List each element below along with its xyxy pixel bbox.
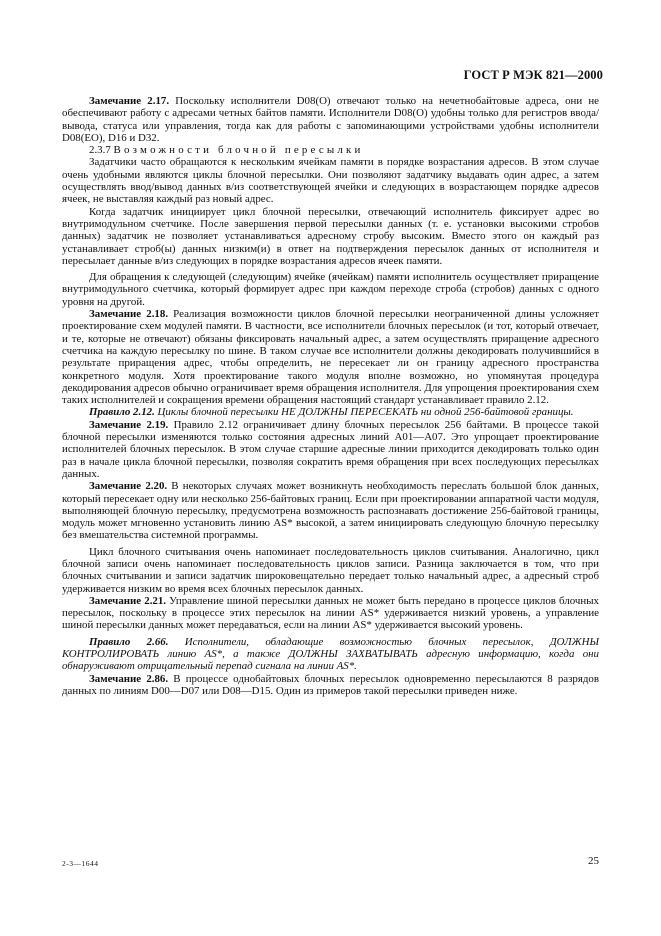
note-2-17 bbox=[62, 95, 599, 144]
rule-lead: Правило 2.66. bbox=[89, 635, 169, 648]
document-header-title: ГОСТ Р МЭК 821—2000 bbox=[463, 68, 603, 82]
section-number: 2.3.7 bbox=[89, 144, 111, 157]
page-number: 25 bbox=[588, 855, 599, 867]
note-lead: Замечание 2.19. bbox=[89, 418, 169, 431]
rule-2-66 bbox=[62, 636, 599, 673]
note-2-86 bbox=[62, 673, 599, 698]
paragraph-text: Управление шиной пересылки данных не может быть передано в процессе циклов блочных пересылок, поскольку в процессе этих пересылок на линии AS* удерживается низкий уровень, а управление шиной пересылки данных может передаваться, если на линии AS* удерживается высокий уровень. bbox=[62, 594, 599, 632]
document-body bbox=[62, 95, 599, 697]
paragraph-text: Поскольку исполнители D08(О) отвечают только на нечетнобайтовые адреса, они не обеспечивают работу с адресами четных байтов памяти. Исполнители D08(О) удобны только для регистров ввода/вывода, статуса или управления, тогда как для работы с запоминающими устройствами удобны исполнители D08(EO), D16 и D32. bbox=[62, 95, 599, 144]
note-2-18 bbox=[62, 308, 599, 406]
section-title: Возможности блочной пересылки bbox=[113, 144, 364, 157]
rule-2-12 bbox=[62, 406, 599, 418]
note-lead: Замечание 2.86. bbox=[89, 672, 169, 685]
section-heading-2-3-7 bbox=[62, 144, 599, 156]
note-lead: Замечание 2.18. bbox=[89, 308, 169, 321]
paragraph-text: Правило 2.12 ограничивает длину блочных пересылок 256 байтами. В процессе такой блочной пересылки изменяются только состояния адресных линий А01—А07. Это упрощает проектирование исполнителей блочных пересылок. В этом случае старшие адресные линии приходится декодировать только один раз в начале цикла блочной пересылки, позволяя сократить время обращения при всех последующих пересылках данных. bbox=[62, 418, 600, 480]
note-lead: Замечание 2.20. bbox=[89, 480, 168, 493]
note-2-19 bbox=[62, 419, 599, 480]
rule-lead: Правило 2.12. bbox=[89, 406, 155, 419]
paragraph-text: Реализация возможности циклов блочной пересылки неограниченной длины усложняет проектирование схем модулей памяти. В частности, все исполнители блочных пересылок (и тот, который отвечает, и те, которые не отвечают) обязаны фиксировать начальный адрес, а затем осуществлять приращение адресного счетчика на каждую пересылку по шине. В таком случае все исполнители должны декодировать получившийся в результате приращения адрес, чтобы определить, не пересекает ли он границу адресного пространства конкретного модуля. Хотя проектирование такого модуля вполне возможно, но упомянутая процедура декодирования адресов обычно ограничивает время обращения исполнителя. Для упрощения проектирования схем таких исполнителей и сокращения времени обращения настоящий стандарт устанавливает правило 2.12. bbox=[62, 308, 600, 407]
note-lead: Замечание 2.17. bbox=[89, 95, 170, 107]
rule-text: Циклы блочной пересылки НЕ ДОЛЖНЫ ПЕРЕСЕКАТЬ ни одной 256-байтовой границы. bbox=[154, 406, 574, 419]
paragraph-text: В некоторых случаях может возникнуть необходимость переслать большой блок данных, который пересекает одну или несколько 256-байтовых границ. Если при проектировании аппаратной части модуля, выполняющей блочную пересылку, предусмотрена возможность распознавать достижение 256-байтовой границы, модуль может мгновенно установить линию AS* высокой, а затем инициировать следующую блочную пересылку без вмешательства системной программы. bbox=[62, 480, 599, 542]
print-code: 2-3—1644 bbox=[62, 859, 99, 868]
paragraph-block-transfer-cycle: Когда задатчик инициирует цикл блочной пересылки, отвечающий исполнитель фиксирует адрес во внутримодульном счетчике. После завершения первой пересылки данных (т. е. установки высокими стробов данных) задатчик не позволяет устанавливаться адресному стробу высоким. Вместо этого он каждый раз устанавливает строб(ы) данных низким(и) в ответ на подтверждения пересылок данных от исполнителя и пересылает данные в/из следующих в порядке возрастания адресов ячеек памяти. bbox=[62, 205, 599, 267]
note-2-20 bbox=[62, 480, 599, 541]
paragraph-block-read-write: Цикл блочного считывания очень напоминает последовательность циклов считывания. Аналогично, цикл блочной записи очень напоминает последовательность циклов записи. Разница заключается в том, что при блочных считывании и записи задатчик широковещательно передает только начальный адрес, а адресный строб удерживается низким во время всех блочных пересылок данных. bbox=[62, 545, 599, 595]
rule-text: Исполнители, обладающие возможностью блочных пересылок, ДОЛЖНЫ КОНТРОЛИРОВАТЬ линию AS*, а также ДОЛЖНЫ ЗАХВАТЫВАТЬ адресную информацию, когда они обнаруживают отрицательный перепад сигнала на линии AS*. bbox=[62, 635, 599, 673]
paragraph-text: В процессе однобайтовых блочных пересылок одновременно пересылаются 8 разрядов данных по линиям D00—D07 или D08—D15. Один из примеров такой пересылки приведен ниже. bbox=[62, 672, 599, 697]
paragraph-block-transfer-intro: Задатчики часто обращаются к нескольким ячейкам памяти в порядке возрастания адресов. В этом случае очень удобными являются циклы блочной пересылки. Они позволяют задатчику выдавать один адрес, а затем осуществлять ввод/вывод данных в/из соответствующей ячейки и следующих в возрастающем порядке адресов ячеек, не выставляя каждый раз новый адрес. bbox=[62, 156, 599, 206]
note-2-21 bbox=[62, 595, 599, 632]
paragraph-counter-increment: Для обращения к следующей (следующим) ячейке (ячейкам) памяти исполнитель осуществляет приращение внутримодульного счетчика, который формирует адрес при каждом переходе строба (стробов) данных с одного уровня на другой. bbox=[62, 271, 599, 308]
note-lead: Замечание 2.21. bbox=[89, 594, 167, 607]
